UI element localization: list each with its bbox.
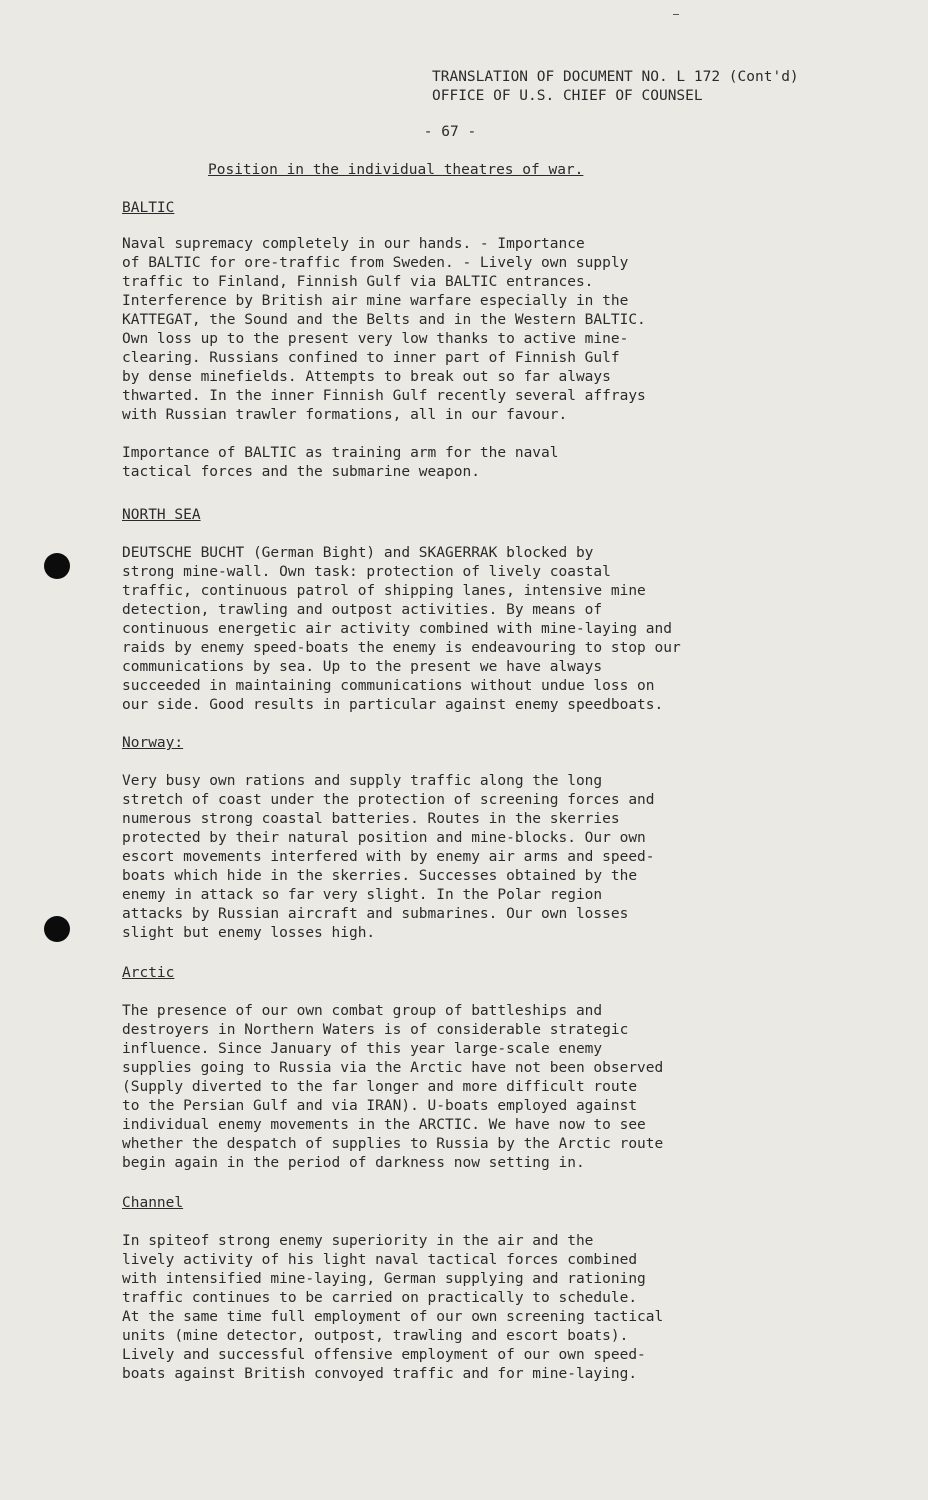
section-channel [122, 1195, 742, 1384]
section-paragraph: Naval supremacy completely in our hands. - Importance of BALTIC for ore-traffic from Sweden. - Lively own supply traffic to Finland, Finnish Gulf via BALTIC entrances. Interference by British air mine warfare especially in the KATTEGAT, the Sound and the Belts and in the Western BALTIC. Own loss up to the present very low thanks to active mine- clearing. Russians confined to inner part of Finnish Gulf by dense minefields. Attempts to break out so far always thwarted. In the inner Finnish Gulf recently several affrays with Russian trawler formations, all in our favour. [122, 236, 646, 423]
section-heading: NORTH SEA [122, 507, 201, 523]
document-header [432, 68, 799, 106]
document-title: Position in the individual theatres of war. [208, 162, 584, 178]
header-line-1: TRANSLATION OF DOCUMENT NO. L 172 (Cont'd) [432, 69, 799, 85]
punch-hole-bottom [44, 916, 70, 942]
section-heading: BALTIC [122, 200, 175, 216]
section-paragraph: In spiteof strong enemy superiority in the air and the lively activity of his light naval tactical forces combined with intensified mine-laying, German supplying and rationing traffic continues to be carried on practically to schedule. At the same time full employment of our own screening tactical units (mine detector, outpost, trawling and escort boats). Lively and successful offensive employment of our own speed- boats against British convoyed traffic and for mine-laying. [122, 1233, 664, 1382]
section-paragraph: Very busy own rations and supply traffic along the long stretch of coast under the protection of screening forces and numerous strong coastal batteries. Routes in the skerries protected by their natural position and mine-blocks. Our own escort movements interfered with by enemy air arms and speed- boats which hide in the skerries. Successes obtained by the enemy in attack so far very slight. In the Polar region attacks by Russian aircraft and submarines. Our own losses slight but enemy losses high. [122, 773, 655, 941]
section-paragraph: The presence of our own combat group of battleships and destroyers in Northern Waters is of considerable strategic influence. Since January of this year large-scale enemy supplies going to Russia via the Arctic have not been observed (Supply diverted to the far longer and more difficult route to the Persian Gulf and via IRAN). U-boats employed against individual enemy movements in the ARCTIC. We have now to see whether the despatch of supplies to Russia by the Arctic route begin again in the period of darkness now setting in. [122, 1003, 664, 1171]
section-heading: Norway: [122, 735, 184, 751]
punch-hole-top [44, 553, 70, 579]
section-paragraph: Importance of BALTIC as training arm for the naval tactical forces and the submarine weapon. [122, 445, 559, 480]
section-heading: Channel [122, 1195, 184, 1211]
scan-mark [673, 14, 679, 15]
section-arctic [122, 965, 742, 1173]
section-paragraph: DEUTSCHE BUCHT (German Bight) and SKAGERRAK blocked by strong mine-wall. Own task: protection of lively coastal traffic, continuous patrol of shipping lanes, intensive mine detection, trawling and outpost activities. By means of continuous energetic air activity combined with mine-laying and raids by enemy speed-boats the enemy is endeavouring to stop our communications by sea. Up to the present we have always succeeded in maintaining communications without undue loss on our side. Good results in particular against enemy speedboats. [122, 545, 681, 713]
section-baltic [122, 200, 742, 482]
section-north-sea [122, 507, 742, 715]
page-number: - 67 - [423, 124, 477, 140]
header-line-2: OFFICE OF U.S. CHIEF OF COUNSEL [432, 88, 703, 104]
section-heading: Arctic [122, 965, 175, 981]
section-norway [122, 735, 742, 943]
